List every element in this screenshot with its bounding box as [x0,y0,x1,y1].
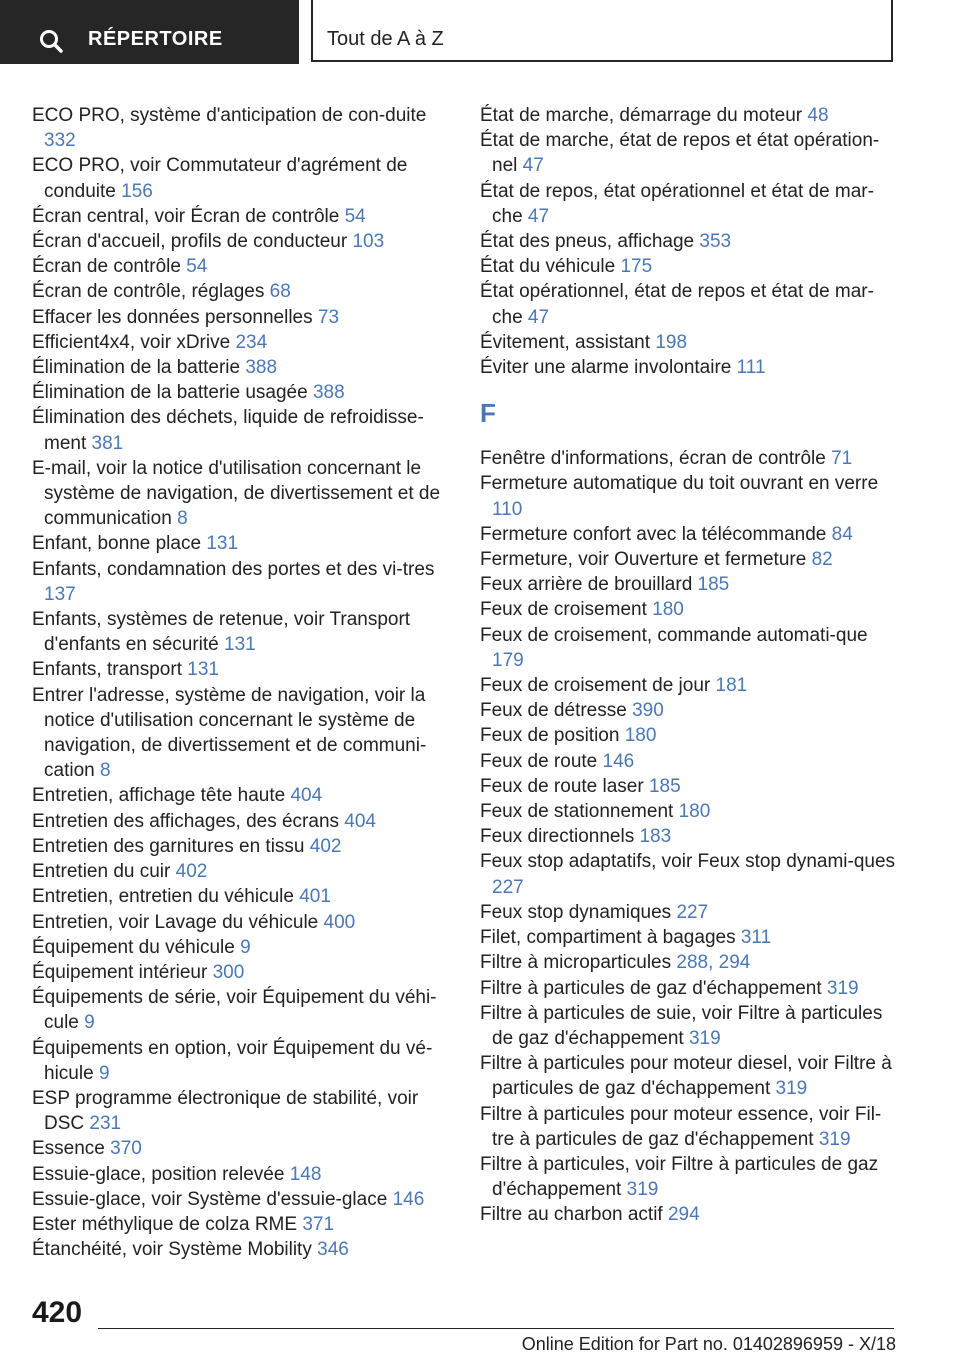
index-entry-text: Enfants, systèmes de retenue, voir Transport d'enfants en sécurité [32,609,411,656]
index-entry [480,900,900,925]
index-entry [32,884,452,909]
index-entry-text: Éviter une alarme involontaire [480,357,732,379]
index-entry-text: Fermeture automatique du toit ouvrant en verre [480,473,879,495]
index-page-link[interactable]: 54 [186,256,208,278]
index-entry-text: Feux de croisement [480,599,647,621]
index-entry-text: Feux de position [480,725,620,747]
index-entry-text: Ester méthylique de colza RME [32,1213,298,1235]
index-entry-text: Filtre au charbon actif [480,1204,663,1226]
index-page-link[interactable]: 231 [89,1113,122,1135]
index-page-link[interactable]: 71 [831,448,853,470]
index-entry-text: Feux de croisement de jour [480,675,711,697]
index-page-link[interactable]: 185 [697,574,730,596]
index-entry-text: Filet, compartiment à bagages [480,927,736,949]
index-entry-text: Écran de contrôle, réglages [32,281,265,303]
index-entry [32,834,452,859]
index-entry-text: Étanchéité, voir Système Mobility [32,1239,312,1261]
index-page-link[interactable]: 381 [91,432,124,454]
index-page-link[interactable]: 47 [522,155,544,177]
index-entry [32,380,452,405]
index-entry [480,849,900,899]
index-entry [32,809,452,834]
index-page-link[interactable]: 175 [620,256,653,278]
index-page-link[interactable]: 9 [240,936,251,958]
index-page-link[interactable]: 180 [678,801,711,823]
index-page-link[interactable]: 137 [44,583,76,605]
index-entry [32,1212,452,1237]
index-entry-text: Entretien, affichage tête haute [32,785,286,807]
index-entry-text: E-mail, voir la notice d'utilisation concernant le système de navigation, de divertissement et de communication [32,457,441,530]
index-page-link[interactable]: 131 [206,533,239,555]
index-page-link[interactable]: 404 [344,810,376,832]
index-page-link[interactable]: 180 [624,725,657,747]
index-entry-text: Évitement, assistant [480,331,651,353]
index-entry [480,950,900,975]
index-entry-text: Essuie-glace, position relevée [32,1163,285,1185]
index-entry [480,1051,900,1101]
index-entry [32,657,452,682]
index-page-link[interactable]: 402 [175,861,208,883]
index-entry-text: Écran de contrôle [32,256,181,278]
index-page-link[interactable]: 148 [289,1163,322,1185]
index-entry [32,305,452,330]
index-entry-text: Enfants, condamnation des portes et des vi-tres [32,558,435,580]
index-entry-text: Écran central, voir Écran de contrôle [32,205,340,227]
page-number: 420 [32,1296,83,1329]
index-entry-text: Essuie-glace, voir Système d'essuie-glace [32,1188,388,1210]
index-page-link[interactable]: 319 [818,1128,851,1150]
index-entry [32,607,452,657]
index-entry-text: Feux de route laser [480,775,644,797]
index-entry [480,522,900,547]
index-entry-text: Filtre à microparticules [480,952,672,974]
index-entry [480,623,900,673]
index-page-link[interactable]: 300 [212,961,245,983]
index-entry [32,531,452,556]
index-page-link[interactable]: 8 [177,508,188,530]
index-page-link[interactable]: 82 [811,549,833,571]
index-entry [32,279,452,304]
index-entry-text: Filtre à particules pour moteur diesel, voir Filtre à particules de gaz d'échappement [480,1053,892,1100]
index-group-f [480,446,900,1227]
index-entry-text: Enfants, transport [32,659,182,681]
index-page-link[interactable]: 311 [740,927,772,949]
index-page-link[interactable]: 388 [245,357,278,379]
page-header [0,0,960,66]
index-page-link[interactable]: 319 [626,1179,659,1201]
index-entry [32,330,452,355]
index-page-link[interactable]: 146 [392,1188,425,1210]
index-entry-text: Entretien des affichages, des écrans [32,810,340,832]
index-entry-text: Feux stop adaptatifs, voir Feux stop dynami-ques [480,851,896,873]
index-page-link[interactable]: 319 [775,1078,808,1100]
index-entry [32,1036,452,1086]
index-entry-text: ESP programme électronique de stabilité, voir DSC [32,1087,419,1135]
index-page-link[interactable]: 390 [632,700,664,722]
index-entry [480,103,900,128]
index-entry [32,1187,452,1212]
index-page-link[interactable]: 8 [99,760,111,782]
index-page-link[interactable]: 181 [715,675,748,697]
index-entry [32,1136,452,1161]
index-entry-text: Équipement du véhicule [32,936,235,958]
index-entry [32,103,452,153]
index-column-right [480,103,900,1228]
index-entry [480,673,900,698]
index-entry [32,859,452,884]
index-page-link[interactable]: 404 [290,785,323,807]
index-entry-text: Filtre à particules, voir Filtre à particules de gaz d'échappement [480,1153,879,1201]
index-entry [480,229,900,254]
index-page-link[interactable]: 185 [648,775,681,797]
index-entry [480,330,900,355]
index-page-link[interactable]: 388 [312,382,345,404]
index-page-link[interactable]: 180 [652,599,684,621]
index-page-link[interactable]: 319 [688,1027,721,1049]
index-entry [32,355,452,380]
index-page-link[interactable]: 84 [831,523,853,545]
index-entry [32,1086,452,1136]
index-page-link[interactable]: 227 [492,876,524,898]
search-icon [38,28,66,56]
index-page-link[interactable]: 9 [84,1012,95,1034]
index-entry-text: Entretien du cuir [32,861,171,883]
index-entry [32,683,452,784]
index-page-link[interactable]: 288, 294 [676,952,751,974]
index-entry-text: Feux de route [480,750,598,772]
index-page-link[interactable]: 198 [655,331,688,353]
index-entry [32,910,452,935]
index-entry-text: Filtre à particules pour moteur essence, voir Fil-tre à particules de gaz d'échappement [480,1103,882,1150]
index-page-link[interactable]: 103 [352,231,385,253]
index-entry [480,1152,900,1202]
index-entry-text: État opérationnel, état de repos et état de mar-che [480,281,874,328]
index-entry-text: État de repos, état opérationnel et état de mar-che [480,180,874,227]
index-entry-text: ECO PRO, voir Commutateur d'agrément de conduite [32,155,408,202]
header-subtitle-tab [311,0,893,62]
index-entry [32,557,452,607]
footer-edition: Online Edition for Part no. 01402896959 - X/18 [521,1334,896,1354]
index-page-link[interactable]: 146 [602,750,635,772]
index-page-link[interactable]: 47 [527,205,550,227]
index-page-link[interactable]: 131 [224,634,256,656]
index-entry [480,254,900,279]
index-page-link[interactable]: 227 [676,901,709,923]
index-entry [32,985,452,1035]
index-entry-text: Équipements de série, voir Équipement du véhi-cule [32,987,437,1034]
index-entry-text: Équipements en option, voir Équipement du vé-hicule [32,1037,433,1084]
index-page-link[interactable]: 402 [309,835,342,857]
index-entry-text: État des pneus, affichage [480,231,695,253]
index-page-link[interactable]: 370 [110,1138,142,1160]
index-entry-text: Efficient4x4, voir xDrive [32,331,231,353]
index-page-link[interactable]: 68 [269,281,291,303]
header-section-tab[interactable] [0,0,299,64]
index-entry [480,723,900,748]
index-entry [32,960,452,985]
index-entry [480,824,900,849]
index-entry-text: Feux arrière de brouillard [480,574,693,596]
index-entry-text: Feux de croisement, commande automati-que [480,624,868,646]
index-entry-text: Écran d'accueil, profils de conducteur [32,231,348,253]
index-entry-text: État de marche, démarrage du moteur [480,105,803,126]
index-page-link[interactable]: 156 [121,180,153,202]
index-page-link[interactable]: 400 [323,911,356,933]
index-entry [480,572,900,597]
index-entry-text: Équipement intérieur [32,961,208,983]
index-entry-text: État du véhicule [480,256,616,278]
index-page-link[interactable]: 9 [98,1062,110,1084]
section-letter: F [480,398,496,429]
index-entry [480,597,900,622]
index-entry [480,547,900,572]
index-entry-text: Élimination de la batterie usagée [32,382,308,404]
index-page-link[interactable]: 54 [344,205,366,227]
index-entry [480,279,900,329]
index-entry-text: Fermeture, voir Ouverture et fermeture [480,549,807,571]
index-entry [480,446,900,471]
index-page-link[interactable]: 294 [667,1204,700,1226]
index-page-link[interactable]: 332 [44,130,76,152]
header-title: RÉPERTOIRE [88,28,223,50]
index-entry [32,254,452,279]
index-entry-text: Élimination de la batterie [32,357,241,379]
index-entry-text: Élimination des déchets, liquide de refroidisse-ment [32,407,424,454]
index-entry [32,204,452,229]
index-entry-text: Entretien, entretien du véhicule [32,886,294,908]
index-entry-text: Feux directionnels [480,826,635,848]
index-entry [480,774,900,799]
index-entry [480,1001,900,1051]
index-entry-text: Filtre à particules de gaz d'échappement [480,977,822,999]
index-group-e [480,103,900,380]
index-entry [32,1237,452,1262]
index-entry [32,405,452,455]
index-entry [32,153,452,203]
index-page-link[interactable]: 47 [527,306,550,328]
index-page-link[interactable]: 48 [807,105,829,126]
index-page-link[interactable]: 111 [736,357,766,379]
index-entry-text: Feux de détresse [480,700,627,722]
index-entry-text: Feux stop dynamiques [480,901,672,923]
index-entry [480,925,900,950]
index-page-link[interactable]: 110 [492,498,523,520]
index-entry [480,471,900,521]
index-entry [32,935,452,960]
index-entry-text: Fenêtre d'informations, écran de contrôle [480,448,826,470]
index-entry [32,229,452,254]
index-entry-text: Entretien, voir Lavage du véhicule [32,911,319,933]
index-entry-text: ECO PRO, système d'anticipation de con-duite [32,105,427,126]
index-entry [480,355,900,380]
index-entry [480,1102,900,1152]
index-entry-text: Enfant, bonne place [32,533,202,555]
index-entry [32,456,452,532]
index-entry-text: Feux de stationnement [480,801,674,823]
index-entry-text: Filtre à particules de suie, voir Filtre à particules de gaz d'échappement [480,1002,883,1049]
index-entry [480,1202,900,1227]
header-subtitle: Tout de A à Z [327,28,444,50]
index-page-link[interactable]: 234 [235,331,268,353]
index-column-left [32,103,452,1262]
index-entry [480,749,900,774]
index-entry-text: Essence [32,1138,105,1160]
index-page-link[interactable]: 131 [187,659,219,681]
index-entry [480,799,900,824]
index-page-link[interactable]: 371 [302,1213,335,1235]
index-page-link[interactable]: 346 [317,1239,349,1261]
index-entry [32,1162,452,1187]
index-entry-text: Effacer les données personnelles [32,306,313,328]
index-entry [480,698,900,723]
index-page-link[interactable]: 73 [317,306,340,328]
index-page-link[interactable]: 183 [639,826,672,848]
index-page-link[interactable]: 319 [826,977,859,999]
index-page-link[interactable]: 401 [299,886,331,908]
index-entry-text: Fermeture confort avec la télécommande [480,523,827,545]
index-entry-text: Entretien des garnitures en tissu [32,835,305,857]
index-page-link[interactable]: 353 [699,231,732,253]
index-entry [32,783,452,808]
index-entry-text: État de marche, état de repos et état opération-nel [480,130,880,177]
index-entry [480,976,900,1001]
index-page-link[interactable]: 179 [492,649,524,671]
footer-divider [98,1328,894,1329]
index-entry [480,179,900,229]
index-entry [480,128,900,178]
index-entry-text: Entrer l'adresse, système de navigation, voir la notice d'utilisation concernant le système de navigation, de divertissement et de communi-cation [32,684,427,782]
